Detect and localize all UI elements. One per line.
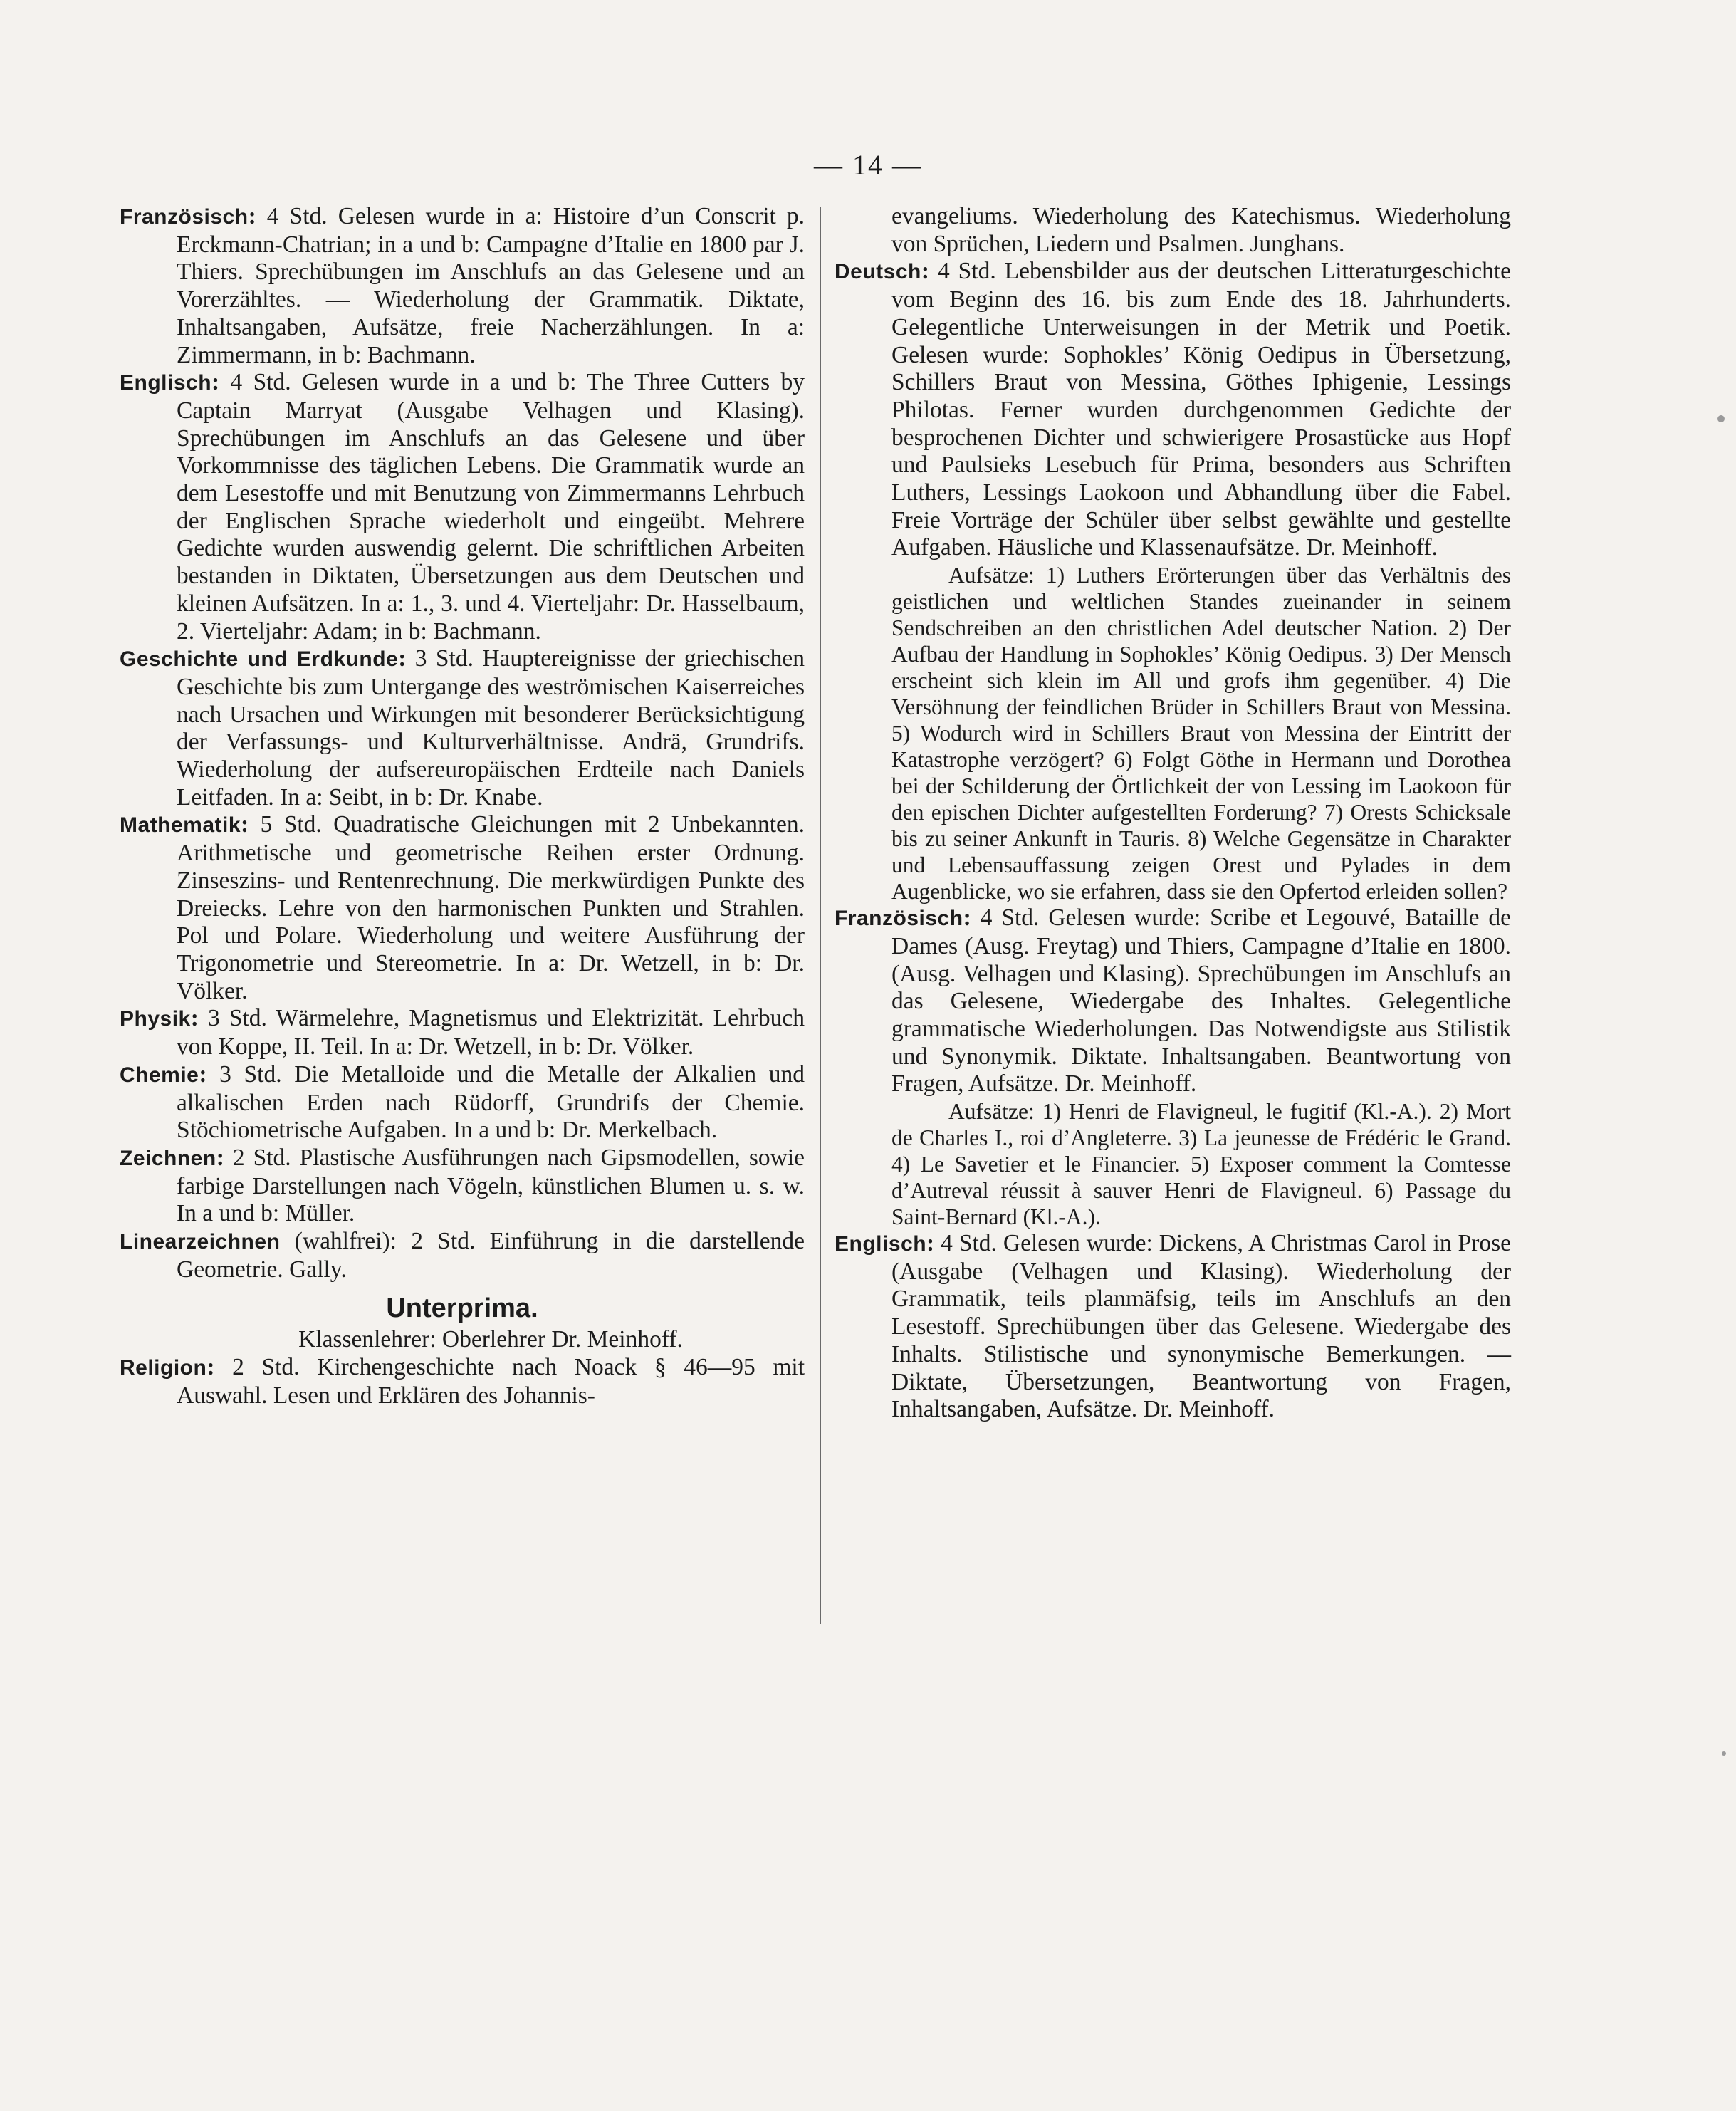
entry-englisch: Englisch: 4 Std. Gelesen wurde in a und b: The Three Cutters by Captain Marryat (Ausgabe Velhagen und Klasing). Sprechübungen im Anschlufs an das Gelesene und über Vorkommnisse des täglichen Lebens. Die Grammatik wurde an dem Lesestoffe und mit Benutzung von Zimmermanns Lehrbuch der Englischen Sprache wiederholt und eingeübt. Mehrere Gedichte wurden auswendig gelernt. Die schriftlichen Arbeiten bestanden in Diktaten, Übersetzungen aus dem Deutschen und kleinen Aufsätzen. In a: 1., 3. und 4. Vierteljahr: Dr. Hasselbaum, 2. Vierteljahr: Adam; in b: Bachmann. xyxy=(120,369,805,645)
entry-mathematik: Mathematik: 5 Std. Quadratische Gleichungen mit 2 Unbekannten. Arithmetische und geometrische Reihen erster Ordnung. Zinseszins- und Rentenrechnung. Die merkwürdigen Punkte des Dreiecks. Lehre von den harmonischen Punkten und Strahlen. Pol und Polare. Wiederholung und weitere Ausführung der Trigonometrie und Stereometrie. In a: Dr. Wetzell, in b: Dr. Völker. xyxy=(120,811,805,1004)
section-title: Unterprima. xyxy=(386,1293,538,1324)
left-column xyxy=(120,203,805,1410)
entry-chemie: Chemie: 3 Std. Die Metalloide und die Metalle der Alkalien und alkalischen Erden nach Rüdorff, Grundrifs der Chemie. Stöchiometrische Aufgaben. In a und b: Dr. Merkelbach. xyxy=(120,1060,805,1144)
entry-body: 3 Std. Hauptereignisse der griechischen Geschichte bis zum Untergange des weströmischen Kaiserreiches nach Ursachen und Wirkungen mit besonderer Berücksichtigung der Verfassungs- und Kulturverhältnisse. Andrä, Grundrifs. Wiederholung der aufsereuropäischen Erdteile nach Daniels Leitfaden. In a: Seibt, in b: Dr. Knabe. xyxy=(177,645,805,810)
entry-body: 4 Std. Gelesen wurde: Dickens, A Christmas Carol in Prose (Ausgabe (Velhagen und Klasing). Wiederholung der Grammatik, teils planmäfsig, teils im Anschlufs an den Lesestoff. Sprechübungen über das Gelesene. Wiedergabe des Inhalts. Stilistische und synonymische Bemerkungen. — Diktate, Übersetzungen, Beantwortung von Fragen, Inhaltsangaben, Aufsätze. Dr. Meinhoff. xyxy=(891,1230,1512,1423)
entry-englisch: Englisch: 4 Std. Gelesen wurde: Dickens, A Christmas Carol in Prose (Ausgabe (Velhagen und Klasing). Wiederholung der Grammatik, teils planmäfsig, teils im Anschlufs an den Lesestoff. Sprechübungen über das Gelesene. Wiedergabe des Inhalts. Stilistische und synonymische Bemerkungen. — Diktate, Übersetzungen, Beantwortung von Fragen, Inhaltsangaben, Aufsätze. Dr. Meinhoff. xyxy=(835,1230,1512,1423)
page-number: — 14 — xyxy=(814,149,922,181)
entry-body: 4 Std. Gelesen wurde: Scribe et Legouvé, Bataille de Dames (Ausg. Freytag) und Thiers, Campagne d’Italie en 1800. (Ausg. Velhagen und Klasing). Sprechübungen im Anschlufs an das Gelesene, Wiedergabe des Inhaltes. Gelegentliche grammatische Wiederholungen. Das Notwendigste aus Stilistik und Synonymik. Diktate. Inhaltsangaben. Beantwortung von Fragen, Aufsätze. Dr. Meinhoff. xyxy=(891,905,1511,1098)
column-divider xyxy=(820,207,821,1624)
entry-linearzeichnen xyxy=(120,1228,805,1283)
entry-subject: Deutsch xyxy=(835,260,921,284)
entry-subject: Religion xyxy=(120,1356,207,1380)
entry-subject: Geschichte und Erdkunde xyxy=(120,647,399,672)
entry-franzoesisch: Französisch: 4 Std. Gelesen wurde in a: Histoire d’un Conscrit p. Erckmann-Chatrian; in a und b: Campagne d’Italie en 1800 par J. Thiers. Sprechübungen im Anschlufs an das Gelesene und an Vorerzähltes. — Wiederholung der Grammatik. Diktate, Inhaltsangaben, Aufsätze, freie Nacherzählungen. In a: Zimmermann, in b: Bachmann. xyxy=(120,203,805,368)
entry-body: 4 Std. Gelesen wurde in a: Histoire d’un Conscrit p. Erckmann-Chatrian; in a und b: Campagne d’Italie en 1800 par J. Thiers. Sprechübungen im Anschlufs an das Gelesene und an Vorerzähltes. — Wiederholung der Grammatik. Diktate, Inhaltsangaben, Aufsätze, freie Nacherzählungen. In a: Zimmermann, in b: Bachmann. xyxy=(177,203,805,368)
religion-continuation: evangeliums. Wiederholung des Katechismus. Wiederholung von Sprüchen, Liedern und Psalmen. Junghans. xyxy=(891,203,1511,257)
entry-subject: Englisch xyxy=(120,371,212,395)
entry-subject: Linearzeichnen xyxy=(120,1230,281,1254)
franzoesisch-aufsaetze: Aufsätze: 1) Henri de Flavigneul, le fugitif (Kl.-A.). 2) Mort de Charles I., roi d’Angleterre. 3) La jeunesse de Frédéric le Grand. 4) Le Savetier et le Financier. 5) Exposer comment la Comtesse d’Autreval réussit à sauver Henri de Flavigneul. 6) Passage du Saint-Bernard (Kl.-A.). xyxy=(891,1099,1511,1230)
entry-subject: Zeichnen xyxy=(120,1146,216,1170)
entry-religion: Religion: 2 Std. Kirchengeschichte nach Noack § 46—95 mit Auswahl. Lesen und Erklären des Johannis- xyxy=(120,1354,805,1409)
paper-speck xyxy=(1722,1751,1726,1756)
entry-subject: Französisch xyxy=(120,205,249,229)
class-teacher: Klassenlehrer: Oberlehrer Dr. Meinhoff. xyxy=(298,1326,683,1353)
entry-body: 3 Std. Wärmelehre, Magnetismus und Elektrizität. Lehrbuch von Koppe, II. Teil. In a: Dr. Wetzell, in b: Dr. Völker. xyxy=(177,1005,805,1060)
entry-deutsch: Deutsch: 4 Std. Lebensbilder aus der deutschen Litteraturgeschichte vom Beginn des 16. bis zum Ende des 18. Jahrhunderts. Gelegentliche Unterweisungen in der Metrik und Poetik. Gelesen wurde: Sophokles’ König Oedipus in Übersetzung, Schillers Braut von Messina, Göthes Iphigenie, Lessings Philotas. Ferner wurden durchgenommen Gedichte der besprochenen Dichter und schwierigere Prosastücke aus Hopf und Paulsieks Lesebuch für Prima, besonders aus Schriften Luthers, Lessings Laokoon und Abhandlung über die Fabel. Freie Vorträge der Schüler über selbst gewählte und gestellte Aufgaben. Häusliche und Klassenaufsätze. Dr. Meinhoff. xyxy=(835,258,1511,561)
entry-body: 4 Std. Gelesen wurde in a und b: The Three Cutters by Captain Marryat (Ausgabe Velhagen und Klasing). Sprechübungen im Anschlufs an das Gelesene und über Vorkommnisse des täglichen Lebens. Die Grammatik wurde an dem Lesestoffe und mit Benutzung von Zimmermanns Lehrbuch der Englischen Sprache wiederholt und eingeübt. Mehrere Gedichte wurden auswendig gelernt. Die schriftlichen Arbeiten bestanden in Diktaten, Übersetzungen aus dem Deutschen und kleinen Aufsätzen. In a: 1., 3. und 4. Vierteljahr: Dr. Hasselbaum, 2. Vierteljahr: Adam; in b: Bachmann. xyxy=(177,369,805,645)
entry-physik: Physik: 3 Std. Wärmelehre, Magnetismus und Elektrizität. Lehrbuch von Koppe, II. Teil. In a: Dr. Wetzell, in b: Dr. Völker. xyxy=(120,1005,805,1060)
entry-subject: Französisch xyxy=(835,907,963,931)
entry-body: 2 Std. Kirchengeschichte nach Noack § 46—95 mit Auswahl. Lesen und Erklären des Johannis- xyxy=(177,1354,805,1409)
entry-franzoesisch: Französisch: 4 Std. Gelesen wurde: Scribe et Legouvé, Bataille de Dames (Ausg. Freytag) und Thiers, Campagne d’Italie en 1800. (Ausg. Velhagen und Klasing). Sprechübungen im Anschlufs an das Gelesene, Wiedergabe des Inhaltes. Gelegentliche grammatische Wiederholungen. Das Notwendigste aus Stilistik und Synonymik. Diktate. Inhaltsangaben. Beantwortung von Fragen, Aufsätze. Dr. Meinhoff. xyxy=(835,905,1511,1098)
entry-subject: Englisch xyxy=(835,1232,927,1256)
entry-body: 4 Std. Lebensbilder aus der deutschen Litteraturgeschichte vom Beginn des 16. bis zum Ende des 18. Jahrhunderts. Gelegentliche Unterweisungen in der Metrik und Poetik. Gelesen wurde: Sophokles’ König Oedipus in Übersetzung, Schillers Braut von Messina, Göthes Iphigenie, Lessings Philotas. Ferner wurden durchgenommen Gedichte der besprochenen Dichter und schwierigere Prosastücke aus Hopf und Paulsieks Lesebuch für Prima, besonders aus Schriften Luthers, Lessings Laokoon und Abhandlung über die Fabel. Freie Vorträge der Schüler über selbst gewählte und gestellte Aufgaben. Häusliche und Klassenaufsätze. Dr. Meinhoff. xyxy=(891,258,1511,561)
entry-subject: Chemie xyxy=(120,1063,199,1087)
entry-subject: Mathematik xyxy=(120,813,241,838)
entry-subject: Physik xyxy=(120,1007,191,1031)
paper-speck xyxy=(1717,415,1725,422)
entry-zeichnen: Zeichnen: 2 Std. Plastische Ausführungen nach Gipsmodellen, sowie farbige Darstellungen nach Vögeln, künstlichen Blumen u. s. w. In a und b: Müller. xyxy=(120,1144,805,1227)
deutsch-aufsaetze: Aufsätze: 1) Luthers Erörterungen über das Verhältnis des geistlichen und weltlichen Standes zueinander in seinem Sendschreiben an den christlichen Adel deutscher Nation. 2) Der Aufbau der Handlung in Sophokles’ König Oedipus. 3) Der Mensch erscheint sich klein im All und grofs ihm gegenüber. 4) Die Versöhnung der feindlichen Brüder in Schillers Braut von Messina. 5) Wodurch wird in Schillers Braut von Messina der Eintritt der Katastrophe verzögert? 6) Folgt Göthe in Hermann und Dorothea bei der Schilderung der Örtlichkeit der von Lessing im Laokoon für den epischen Dichter aufgestellten Forderung? 7) Orests Schicksale bis zu seiner Ankunft in Tauris. 8) Welche Gegensätze in Charakter und Lebensauffassung zeigen Orest und Pylades in dem Augenblicke, wo sie erfahren, dass sie den Opfertod erleiden sollen? xyxy=(891,563,1511,905)
right-column xyxy=(835,203,1511,1424)
entry-body: 3 Std. Die Metalloide und die Metalle der Alkalien und alkalischen Erden nach Rüdorff, Grundrifs der Chemie. Stöchiometrische Aufgaben. In a und b: Dr. Merkelbach. xyxy=(177,1060,805,1144)
entry-body: (wahlfrei): 2 Std. Einführung in die darstellende Geometrie. Gally. xyxy=(177,1228,805,1283)
entry-body: 5 Std. Quadratische Gleichungen mit 2 Unbekannten. Arithmetische und geometrische Reihen erster Ordnung. Zinseszins- und Rentenrechnung. Die merkwürdigen Punkte des Dreiecks. Lehre von den harmonischen Punkten und Strahlen. Pol und Polare. Wiederholung und weitere Ausführung der Trigonometrie und Stereometrie. In a: Dr. Wetzell, in b: Dr. Völker. xyxy=(177,811,805,1004)
entry-body: 2 Std. Plastische Ausführungen nach Gipsmodellen, sowie farbige Darstellungen nach Vögeln, künstlichen Blumen u. s. w. In a und b: Müller. xyxy=(177,1144,805,1227)
entry-geschichte: Geschichte und Erdkunde: 3 Std. Hauptereignisse der griechischen Geschichte bis zum Untergange des weströmischen Kaiserreiches nach Ursachen und Wirkungen mit besonderer Berücksichtigung der Verfassungs- und Kulturverhältnisse. Andrä, Grundrifs. Wiederholung der aufsereuropäischen Erdteile nach Daniels Leitfaden. In a: Seibt, in b: Dr. Knabe. xyxy=(120,645,805,810)
